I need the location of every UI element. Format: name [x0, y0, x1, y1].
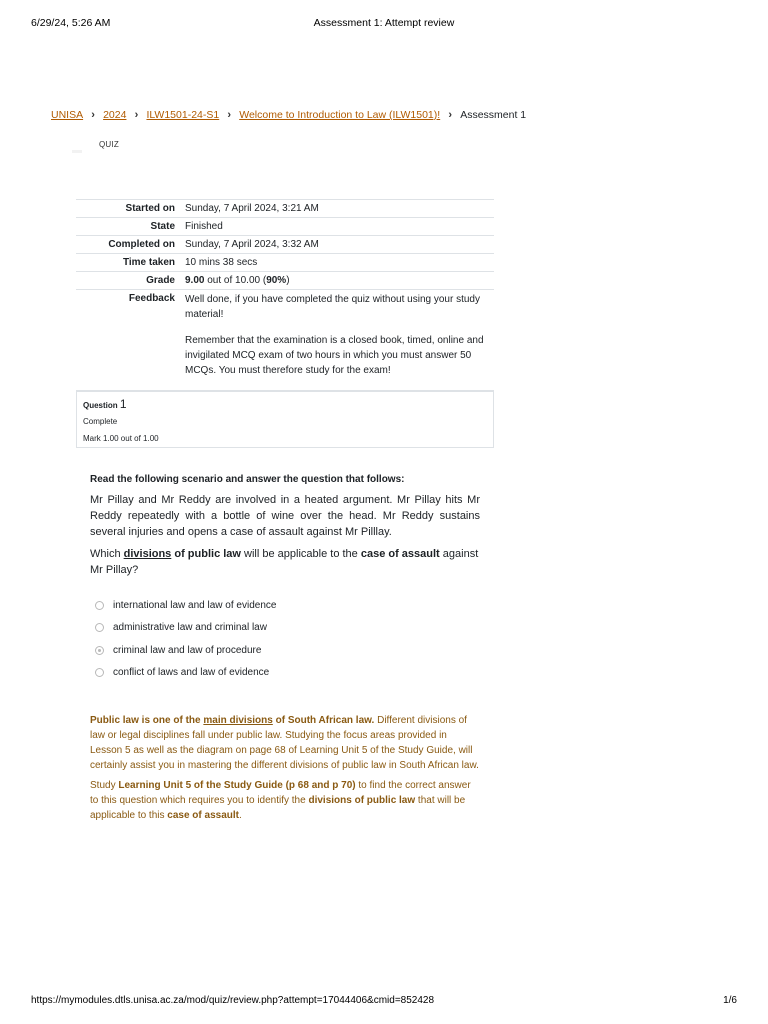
feedback-paragraph: Public law is one of the main divisions of South African law. Different divisions of law or legal disciplines fall under public law. Studying the focus areas provided in Lesson 5 as well as the diagram on page 68 of Learning Unit 5 of the Study Guide, will certainly assist you in mastering the different divisions of public law in South African law.	[90, 715, 479, 771]
summary-value: 10 mins 38 secs	[180, 254, 494, 272]
radio-button-selected[interactable]	[95, 646, 104, 655]
feedback-paragraph: Remember that the examination is a closed book, timed, online and invigilated MCQ exam of two hours in which you must answer 50 MCQs. You must therefore study for the exam!	[185, 335, 484, 376]
summary-label: Completed on	[76, 236, 180, 254]
grade-percent: 90%	[266, 275, 287, 286]
print-header	[31, 17, 737, 31]
grade-close: )	[286, 275, 290, 286]
breadcrumb-link-course[interactable]: ILW1501-24-S1	[146, 109, 220, 121]
grade-outof: out of 10.00 (	[204, 275, 267, 286]
breadcrumb-link-section[interactable]: Welcome to Introduction to Law (ILW1501)!	[239, 109, 441, 121]
question-intro: Read the following scenario and answer the question that follows:	[90, 474, 405, 485]
question-prompt: Which divisions of public law will be applicable to the case of assault against Mr Pillay?	[90, 548, 479, 576]
answer-option[interactable]	[95, 639, 276, 662]
chevron-right-icon: ›	[134, 109, 139, 121]
question-scenario: Mr Pillay and Mr Reddy are involved in a heated argument. Mr Pillay hits Mr Reddy repeatedly with a bottle of wine over the head. Mr Reddy sustains several injuries and opens a case of assault against Mr Pilllay.	[90, 494, 480, 538]
print-url: https://mymodules.dtls.unisa.ac.za/mod/quiz/review.php?attempt=17044406&cmid=852428	[31, 995, 435, 1006]
breadcrumb-current: Assessment 1	[460, 109, 527, 121]
grade-value	[180, 272, 494, 290]
question-number-value: 1	[119, 397, 127, 411]
overall-feedback	[180, 290, 494, 391]
summary-label: Feedback	[76, 290, 180, 391]
answer-label: criminal law and law of procedure	[113, 644, 262, 656]
breadcrumb-link-year[interactable]: 2024	[103, 109, 127, 121]
question-number: Question 1	[83, 397, 127, 411]
chevron-right-icon: ›	[91, 109, 95, 121]
summary-row-grade	[76, 272, 494, 290]
chevron-right-icon: ›	[227, 109, 232, 121]
answer-label: international law and law of evidence	[113, 599, 277, 611]
answer-options	[95, 594, 276, 684]
summary-value: Sunday, 7 April 2024, 3:21 AM	[180, 200, 494, 218]
chevron-right-icon: ›	[448, 109, 453, 121]
breadcrumb-link-unisa[interactable]: UNISA	[51, 109, 84, 121]
radio-button[interactable]	[95, 623, 104, 632]
radio-button[interactable]	[95, 668, 104, 677]
summary-value: Finished	[180, 218, 494, 236]
answer-option[interactable]	[95, 662, 276, 685]
feedback-paragraph: Well done, if you have completed the quiz without using your study material!	[185, 294, 480, 320]
summary-label: Grade	[76, 272, 180, 290]
summary-row-time	[76, 254, 494, 272]
print-date: 6/29/24, 5:26 AM	[31, 17, 111, 29]
feedback-paragraph: Study Learning Unit 5 of the Study Guide (p 68 and p 70) to find the correct answer to this question which requires you to identify the divisions of public law that will be applicable to this case of assault.	[90, 780, 471, 821]
quiz-icon	[72, 150, 82, 153]
grade-score: 9.00	[185, 275, 205, 286]
question-state: Complete	[83, 417, 118, 426]
summary-row-state	[76, 218, 494, 236]
summary-value: Sunday, 7 April 2024, 3:32 AM	[180, 236, 494, 254]
summary-label: Started on	[76, 200, 180, 218]
answer-option[interactable]	[95, 617, 276, 640]
attempt-summary-table	[76, 199, 494, 391]
print-title: Assessment 1: Attempt review	[313, 17, 455, 29]
page-counter: 1/6	[723, 995, 737, 1006]
question-info	[76, 391, 494, 448]
summary-row-completed	[76, 236, 494, 254]
answer-label: administrative law and criminal law	[113, 622, 267, 634]
answer-option[interactable]	[95, 594, 276, 617]
summary-row-feedback	[76, 290, 494, 391]
breadcrumb	[51, 109, 526, 121]
answer-label: conflict of laws and law of evidence	[113, 667, 270, 679]
summary-label: State	[76, 218, 180, 236]
question-mark: Mark 1.00 out of 1.00	[83, 434, 159, 443]
question-text	[90, 474, 480, 578]
summary-label: Time taken	[76, 254, 180, 272]
activity-type-label: QUIZ	[99, 140, 119, 149]
summary-row-started	[76, 200, 494, 218]
general-feedback	[90, 713, 480, 828]
radio-button[interactable]	[95, 601, 104, 610]
